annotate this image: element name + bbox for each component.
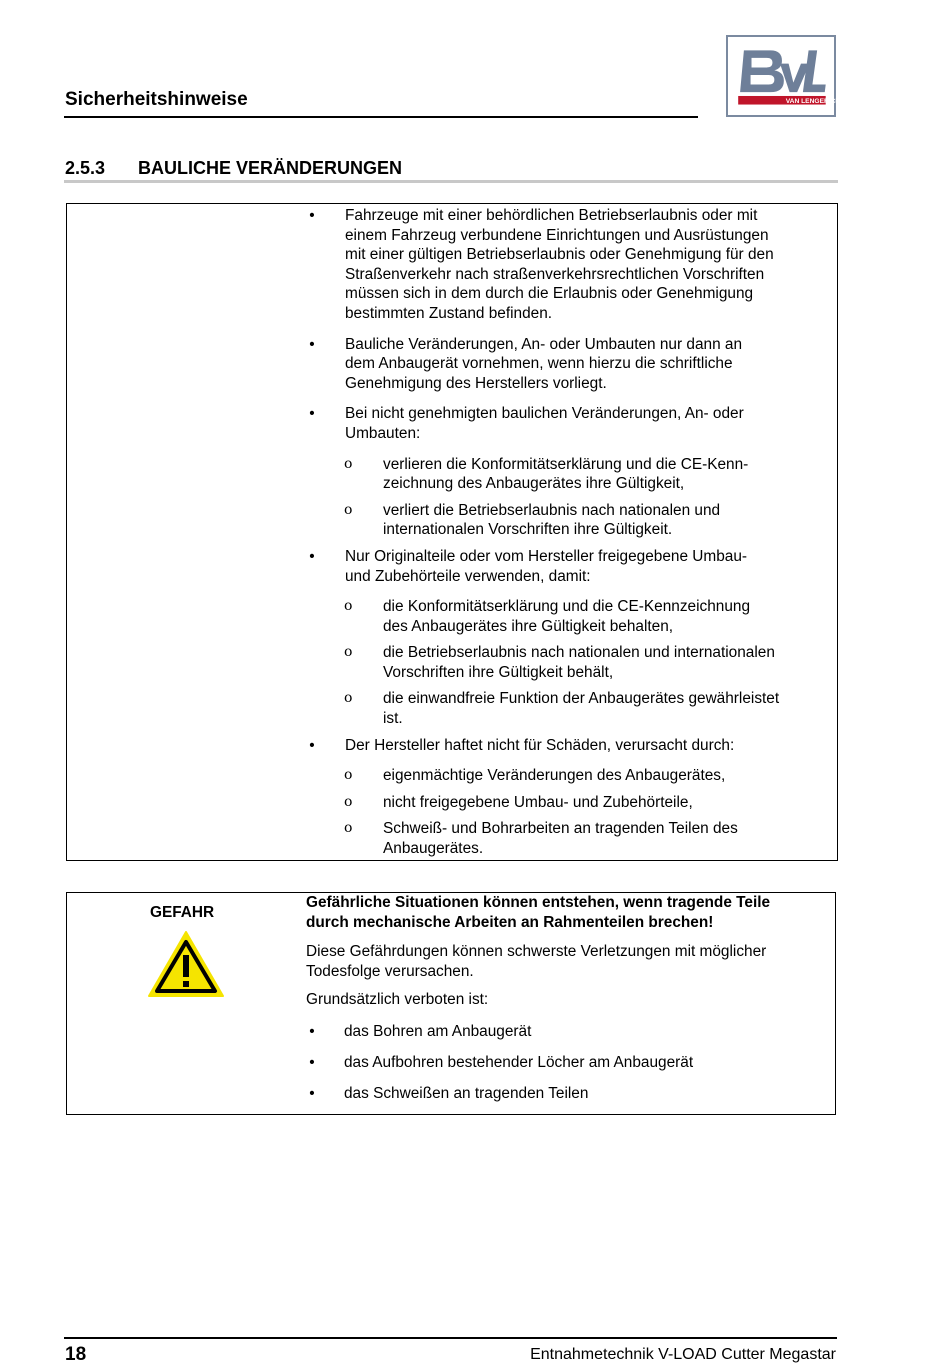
list-item-line: die Konformitätserklärung und die CE-Kennzeichnung <box>383 598 751 616</box>
list-item-line: die einwandfreie Funktion der Anbaugerätes gewährleistet <box>383 690 780 708</box>
list-item-line: Der Hersteller haftet nicht für Schäden, verursacht durch: <box>345 736 735 754</box>
bullet-list-item <box>306 404 826 443</box>
list-item-line: Bei nicht genehmigten baulichen Veränderungen, An- oder <box>345 405 744 423</box>
section-number: 2.5.3 <box>65 158 106 178</box>
danger-bullet-item <box>306 1022 830 1042</box>
list-item-line: Schweiß- und Bohrarbeiten an tragenden Teilen des <box>383 820 738 838</box>
list-item-line: Straßenverkehr nach straßenverkehrsrechtlichen Vorschriften <box>345 265 765 283</box>
danger-label: GEFAHR <box>150 904 215 921</box>
bullet-icon: • <box>309 207 315 224</box>
list-item-line: Nur Originalteile oder vom Hersteller freigegebene Umbau- <box>345 547 748 565</box>
list-item-line: mit einer gültigen Betriebserlaubnis oder Genehmigung für den <box>345 246 774 264</box>
danger-bullet-item <box>306 1053 830 1073</box>
list-item-line: die Betriebserlaubnis nach nationalen und internationalen <box>383 644 775 662</box>
sub-bullet-icon: ο <box>344 767 353 784</box>
list-item-line: des Anbaugerätes ihre Gültigkeit behalten, <box>383 617 674 635</box>
section-heading <box>65 157 835 179</box>
sub-list-item <box>306 819 826 858</box>
bullet-icon: • <box>309 547 315 565</box>
section-title: BAULICHE VERÄNDERUNGEN <box>138 158 403 178</box>
bullet-list-item <box>306 206 826 324</box>
sub-bullet-icon: ο <box>344 820 353 837</box>
sub-list-item <box>306 689 826 728</box>
list-item-line: verliert die Betriebserlaubnis nach nationalen und <box>383 501 721 519</box>
logo-graphic <box>728 37 841 115</box>
danger-headline <box>306 893 830 932</box>
sub-list-item <box>306 501 826 540</box>
list-item-line: Genehmigung des Herstellers vorliegt. <box>345 374 607 392</box>
changes-list <box>306 206 826 859</box>
danger-bullet-text: das Aufbohren bestehender Löcher am Anbaugerät <box>344 1054 694 1072</box>
bullet-icon: • <box>309 736 315 754</box>
list-item-line: dem Anbaugerät vornehmen, wenn hierzu die schriftliche <box>345 355 733 373</box>
bullet-list-item <box>306 547 826 586</box>
bullet-icon: • <box>309 405 315 423</box>
sub-list-item <box>306 643 826 682</box>
bullet-list-item <box>306 335 826 394</box>
section-rule <box>64 180 838 183</box>
sub-list-item <box>306 793 826 813</box>
bullet-icon: • <box>309 1085 315 1103</box>
list-item-line: Vorschriften ihre Gültigkeit behält, <box>383 663 614 681</box>
danger-prohibited-intro: Grundsätzlich verboten ist: <box>306 991 489 1009</box>
list-item-line: müssen sich in dem durch die Erlaubnis oder Genehmigung <box>345 285 754 303</box>
svg-text:VAN LENGERICH: VAN LENGERICH <box>785 98 841 106</box>
bullet-icon: • <box>309 1022 315 1040</box>
footer-document-title: Entnahmetechnik V-LOAD Cutter Megastar <box>530 1346 836 1363</box>
danger-bullet-text: das Bohren am Anbaugerät <box>344 1022 532 1040</box>
page-header-title: Sicherheitshinweise <box>65 89 248 110</box>
list-item-line: nicht freigegebene Umbau- und Zubehörteile, <box>383 793 693 811</box>
danger-content <box>306 893 830 1104</box>
list-item-line: einem Fahrzeug verbundene Einrichtungen und Ausrüstungen <box>345 226 769 244</box>
list-item-line: Anbaugerätes. <box>383 840 484 858</box>
list-item-line: bestimmten Zustand befinden. <box>345 304 553 322</box>
danger-paragraph-line: Diese Gefährdungen können schwerste Verletzungen mit möglicher <box>306 943 767 961</box>
danger-headline-line: durch mechanische Arbeiten an Rahmenteilen brechen! <box>306 913 714 931</box>
danger-paragraph-line: Todesfolge verursachen. <box>306 962 474 980</box>
list-item-line: Umbauten: <box>345 424 421 442</box>
header-rule <box>64 116 698 118</box>
sub-bullet-icon: ο <box>344 793 353 810</box>
list-item-line: eigenmächtige Veränderungen des Anbaugerätes, <box>383 767 726 785</box>
warning-triangle-icon <box>146 929 226 999</box>
sub-bullet-icon: ο <box>344 644 353 661</box>
page-number: 18 <box>65 1344 87 1365</box>
danger-bullet-text: das Schweißen an tragenden Teilen <box>344 1085 589 1103</box>
footer-rule <box>64 1337 837 1339</box>
danger-bullet-item <box>306 1084 830 1104</box>
danger-headline-line: Gefährliche Situationen können entstehen, wenn tragende Teile <box>306 894 771 911</box>
sub-bullet-icon: ο <box>344 690 353 707</box>
sub-list-item <box>306 766 826 786</box>
company-logo <box>726 35 841 117</box>
list-item-line: verlieren die Konformitätserklärung und die CE-Kenn- <box>383 455 749 473</box>
list-item-line: internationalen Vorschriften ihre Gültigkeit. <box>383 521 673 539</box>
list-item-line: zeichnung des Anbaugerätes ihre Gültigkeit, <box>383 475 685 493</box>
sub-bullet-icon: ο <box>344 501 353 518</box>
sub-list-item <box>306 597 826 636</box>
sub-list-item <box>306 455 826 494</box>
list-item-line: und Zubehörteile verwenden, damit: <box>345 567 591 585</box>
sub-bullet-icon: ο <box>344 455 353 472</box>
sub-bullet-icon: ο <box>344 598 353 615</box>
bullet-icon: • <box>309 335 315 353</box>
list-item-line: Fahrzeuge mit einer behördlichen Betriebserlaubnis oder mit <box>345 207 758 224</box>
list-item-line: ist. <box>383 710 403 728</box>
list-item-line: Bauliche Veränderungen, An- oder Umbauten nur dann an <box>345 335 743 353</box>
bullet-list-item <box>306 736 826 756</box>
bullet-icon: • <box>309 1054 315 1072</box>
danger-paragraph <box>306 942 830 981</box>
